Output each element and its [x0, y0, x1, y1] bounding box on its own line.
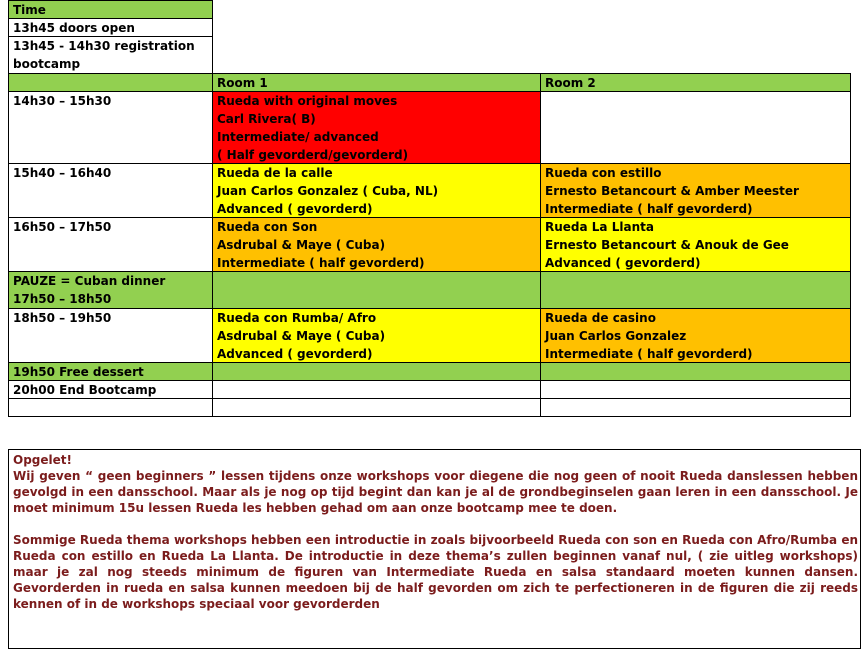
slot3-time [8, 217, 213, 272]
dessert-room2 [540, 362, 851, 381]
room2-header [540, 73, 851, 92]
workshop-teacher: Juan Carlos Gonzalez ( Cuba, NL) [217, 184, 439, 198]
workshop-level: Advanced ( gevorderd) [545, 256, 701, 270]
pause-room2 [540, 271, 851, 309]
workshop-teacher: Ernesto Betancourt & Anouk de Gee [545, 238, 789, 252]
workshop-title: Rueda La Llanta [545, 220, 654, 234]
end-label: 20h00 End Bootcamp [13, 383, 157, 397]
time-header [8, 0, 213, 19]
notice-heading: Opgelet! [13, 453, 72, 467]
workshop-teacher: Asdrubal & Maye ( Cuba) [217, 238, 386, 252]
pause-room1 [212, 271, 541, 309]
workshop-title: Rueda con estillo [545, 166, 662, 180]
end-room1 [212, 380, 541, 399]
workshop-level: Advanced ( gevorderd) [217, 347, 373, 361]
pause-time: 17h50 – 18h50 [13, 292, 112, 306]
notice-box [8, 449, 861, 649]
slot3-room2 [540, 217, 851, 272]
room2-label: Room 2 [545, 76, 596, 90]
slot1-room1 [212, 91, 541, 164]
slot3-room1 [212, 217, 541, 272]
pause-cell [8, 271, 213, 309]
workshop-level: Intermediate ( half gevorderd) [545, 347, 753, 361]
slot-time-label: 15h40 – 16h40 [13, 166, 112, 180]
slot4-room2 [540, 308, 851, 363]
blank-header-cell [8, 73, 213, 92]
doors-open-cell [8, 18, 213, 37]
end-room2 [540, 380, 851, 399]
slot4-room1 [212, 308, 541, 363]
workshop-title: Rueda de casino [545, 311, 656, 325]
blank-cell [8, 398, 213, 417]
registration-line: bootcamp [13, 57, 81, 71]
blank-cell [540, 398, 851, 417]
room1-header [212, 73, 541, 92]
notice-paragraph-2: Sommige Rueda thema workshops hebben een introductie in zoals bijvoorbeeld Rueda con son en Rueda con Afro/Rumba en Rueda con estillo en Rueda La Llanta. De introductie in deze thema’s zullen beginnen vanaf nul, ( zie uitleg workshops) maar je zal nog steeds minimum de figuren van Intermediate Rueda en salsa standaard moeten kunnen dansen. Gevorderden in rueda en salsa kunnen meedoen bij de half gevorden om zich te perfectioneren in de figuren die zij reeds kennen of in de workshops speciaal voor gevorderden [13, 533, 858, 611]
workshop-title: Rueda con Son [217, 220, 318, 234]
doors-open-label: 13h45 doors open [13, 21, 135, 35]
workshop-teacher: Asdrubal & Maye ( Cuba) [217, 329, 386, 343]
registration-line: 13h45 - 14h30 registration [13, 39, 195, 53]
slot-time-label: 18h50 – 19h50 [13, 311, 112, 325]
registration-cell [8, 36, 213, 74]
dessert-label: 19h50 Free dessert [13, 365, 144, 379]
slot4-time [8, 308, 213, 363]
workshop-level-nl: ( Half gevorderd/gevorderd) [217, 148, 409, 162]
notice-spacer [13, 516, 858, 532]
workshop-title: Rueda con Rumba/ Afro [217, 311, 377, 325]
slot2-time [8, 163, 213, 218]
pause-label: PAUZE = Cuban dinner [13, 274, 166, 288]
dessert-room1 [212, 362, 541, 381]
slot2-room1 [212, 163, 541, 218]
workshop-teacher: Juan Carlos Gonzalez [545, 329, 687, 343]
slot-time-label: 16h50 – 17h50 [13, 220, 112, 234]
notice-paragraph-1: Wij geven “ geen beginners ” lessen tijdens onze workshops voor diegene die nog geen of nooit Rueda danslessen hebben gevolgd in een dansschool. Maar als je nog op tijd begint dan kan je al de grondbeginselen gaan leren in een dansschool. Je moet minimum 15u lessen Rueda les hebben gehad om aan onze bootcamp mee te doen. [13, 469, 858, 515]
schedule-table [8, 0, 851, 418]
workshop-title: Rueda with original moves [217, 94, 398, 108]
room1-label: Room 1 [217, 76, 268, 90]
blank-cell [212, 398, 541, 417]
workshop-level: Intermediate ( half gevorderd) [545, 202, 753, 216]
slot-time-label: 14h30 – 15h30 [13, 94, 112, 108]
slot2-room2 [540, 163, 851, 218]
workshop-teacher: Ernesto Betancourt & Amber Meester [545, 184, 799, 198]
slot1-time [8, 91, 213, 164]
workshop-title: Rueda de la calle [217, 166, 333, 180]
workshop-level: Advanced ( gevorderd) [217, 202, 373, 216]
slot1-room2 [540, 91, 851, 164]
end-cell [8, 380, 213, 399]
dessert-cell [8, 362, 213, 381]
workshop-teacher: Carl Rivera( B) [217, 112, 316, 126]
workshop-level: Intermediate ( half gevorderd) [217, 256, 425, 270]
time-header-label: Time [13, 3, 46, 17]
workshop-level: Intermediate/ advanced [217, 130, 379, 144]
